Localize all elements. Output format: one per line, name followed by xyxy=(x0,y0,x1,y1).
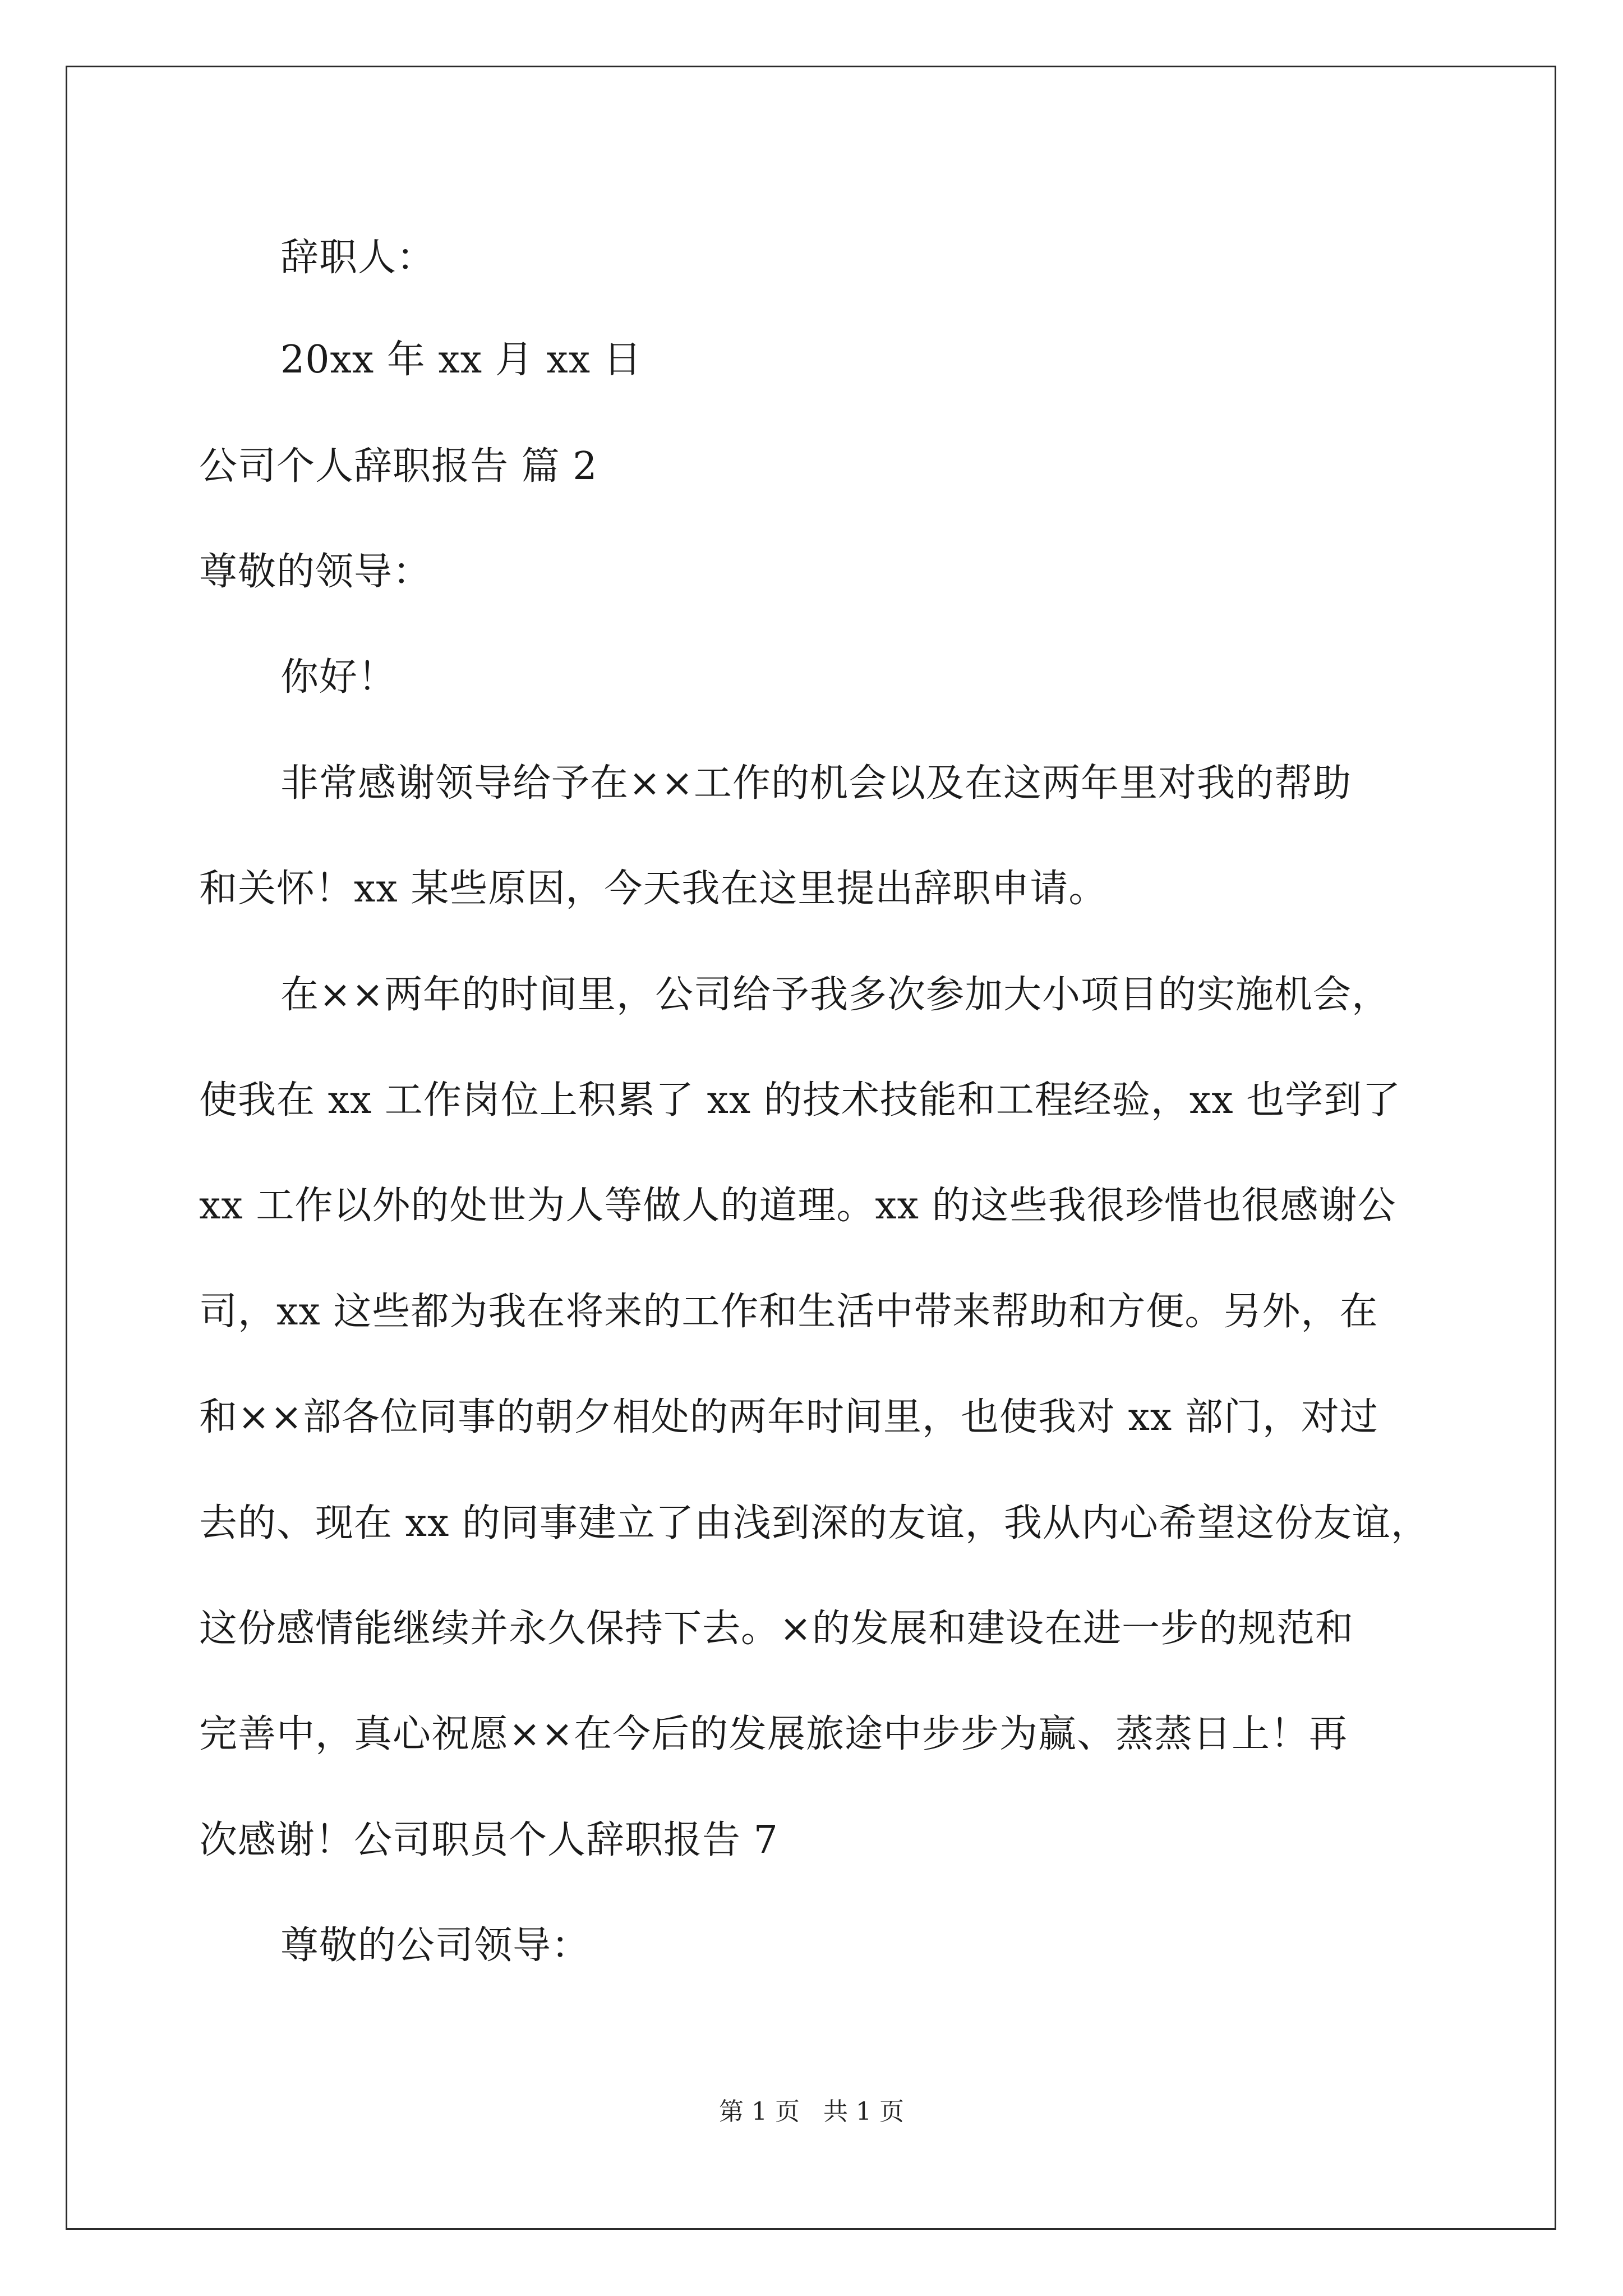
date-line: 20xx 年 xx 月 xx 日 xyxy=(280,338,642,382)
page-footer xyxy=(0,2096,1623,2128)
paragraph-line: 在××两年的时间里，公司给予我多次参加大小项目的实施机会， xyxy=(280,973,1390,1017)
paragraph-line: xx 工作以外的处世为人等做人的道理。xx 的这些我很珍惜也很感谢公 xyxy=(199,1184,1396,1228)
page-border xyxy=(66,66,1556,2230)
page-number: 第 1 页 xyxy=(719,2097,800,2126)
salutation-company: 尊敬的公司领导： xyxy=(280,1924,591,1968)
paragraph-line: 非常感谢领导给予在××工作的机会以及在这两年里对我的帮助 xyxy=(280,761,1352,806)
paragraph-line: 这份感情能继续并永久保持下去。×的发展和建设在进一步的规范和 xyxy=(199,1607,1354,1651)
resigner-label: 辞职人： xyxy=(280,236,436,280)
paragraph-line: 司，xx 这些都为我在将来的工作和生活中带来帮助和方便。另外，在 xyxy=(199,1290,1378,1334)
paragraph-line: 去的、现在 xx 的同事建立了由浅到深的友谊，我从内心希望这份友谊， xyxy=(199,1501,1430,1545)
greeting: 你好！ xyxy=(280,655,397,700)
salutation: 尊敬的领导： xyxy=(199,550,432,594)
paragraph-line: 和关怀！xx 某些原因，今天我在这里提出辞职申请。 xyxy=(199,867,1108,911)
paragraph-line: 和××部各位同事的朝夕相处的两年时间里，也使我对 xx 部门，对过 xyxy=(199,1395,1378,1439)
paragraph-line: 使我在 xx 工作岗位上积累了 xx 的技术技能和工程经验，xx 也学到了 xyxy=(199,1078,1401,1122)
paragraph-line: 完善中，真心祝愿××在今后的发展旅途中步步为赢、蒸蒸日上！再 xyxy=(199,1712,1348,1756)
paragraph-line: 次感谢！公司职员个人辞职报告 7 xyxy=(199,1818,778,1862)
section-title: 公司个人辞职报告 篇 2 xyxy=(199,444,598,489)
page-count: 共 1 页 xyxy=(823,2097,904,2126)
